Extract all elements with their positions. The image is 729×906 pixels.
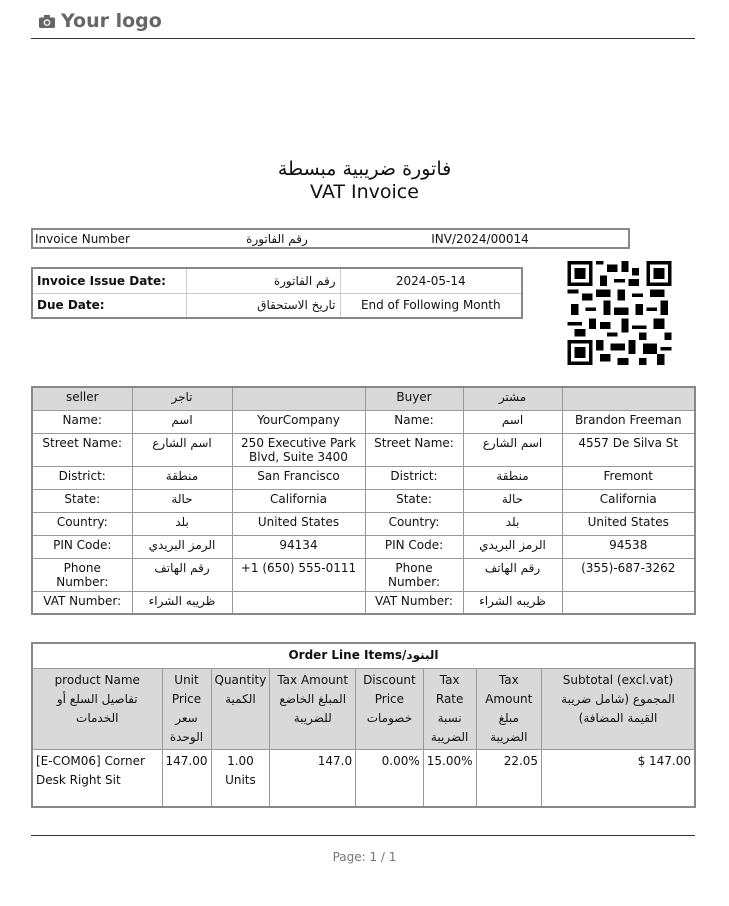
buyer-value: Fremont (562, 466, 695, 489)
party-row (32, 591, 695, 614)
buyer-value: California (562, 489, 695, 512)
seller-value: YourCompany (232, 410, 365, 433)
buyer-header-blank (562, 387, 695, 410)
party-label: VAT Number: (32, 591, 132, 614)
buyer-label: Phone Number: (365, 558, 463, 591)
buyer-label-ar: بلد (463, 512, 562, 535)
due-date-label-ar: تاريخ الاستحقاق (186, 293, 340, 318)
party-label: State: (32, 489, 132, 512)
title-english: VAT Invoice (310, 181, 419, 203)
company-logo (39, 10, 162, 32)
order-lines-table (31, 642, 696, 808)
party-label: PIN Code: (32, 535, 132, 558)
party-row (32, 558, 695, 591)
buyer-label: Name: (365, 410, 463, 433)
buyer-label-ar: اسم الشارع (463, 433, 562, 466)
seller-value: +1 (650) 555-0111 (232, 558, 365, 591)
party-row (32, 512, 695, 535)
seller-value: California (232, 489, 365, 512)
seller-value: United States (232, 512, 365, 535)
col-discount: Discount Price خصومات (356, 668, 424, 749)
seller-header-blank (232, 387, 365, 410)
buyer-value: 94538 (562, 535, 695, 558)
col-unit-price: Unit Price سعر الوحدة (162, 668, 211, 749)
qr-code (567, 261, 672, 365)
dates-table (31, 267, 523, 319)
party-label: District: (32, 466, 132, 489)
party-row (32, 535, 695, 558)
buyer-value: Brandon Freeman (562, 410, 695, 433)
buyer-label-ar: اسم (463, 410, 562, 433)
invoice-number-label-ar: رقم الفاتورة (246, 231, 308, 246)
title-arabic: فاتورة ضريبية مبسطة (277, 158, 452, 180)
line-unit-price: 147.00 (162, 749, 211, 807)
party-row (32, 466, 695, 489)
buyer-header-ar: مشتر (463, 387, 562, 410)
party-row (32, 489, 695, 512)
due-date-value: End of Following Month (340, 293, 522, 318)
table-row (32, 749, 695, 807)
buyer-label-ar: الرمز البريدي (463, 535, 562, 558)
buyer-value: (355)-687-3262 (562, 558, 695, 591)
buyer-label: PIN Code: (365, 535, 463, 558)
issue-date-label: Invoice Issue Date: (32, 268, 186, 293)
invoice-number-value: INV/2024/00014 (431, 231, 529, 246)
page-number: Page: 1 / 1 (332, 850, 397, 864)
invoice-number-box (31, 228, 630, 249)
party-label-ar: حالة (132, 489, 232, 512)
party-label: Name: (32, 410, 132, 433)
party-label-ar: رقم الهاتف (132, 558, 232, 591)
line-subtotal: $ 147.00 (542, 749, 695, 807)
party-row (32, 410, 695, 433)
buyer-label: Street Name: (365, 433, 463, 466)
issue-date-value: 2024-05-14 (340, 268, 522, 293)
party-label: Street Name: (32, 433, 132, 466)
col-quantity: Quantity الكمية (211, 668, 270, 749)
buyer-label-ar: رقم الهاتف (463, 558, 562, 591)
col-subtotal: Subtotal (excl.vat) المجموع (شامل ضريبة القيمة المضافة) (542, 668, 695, 749)
seller-buyer-table (31, 386, 696, 615)
seller-header-ar: تاجر (132, 387, 232, 410)
seller-value: San Francisco (232, 466, 365, 489)
party-label-ar: بلد (132, 512, 232, 535)
order-lines-caption: Order Line Items/البنود (32, 643, 695, 668)
buyer-header: Buyer (365, 387, 463, 410)
party-row (32, 433, 695, 466)
seller-value: 94134 (232, 535, 365, 558)
invoice-number-label: Invoice Number (35, 231, 130, 246)
party-label-ar: منطقة (132, 466, 232, 489)
buyer-label: Country: (365, 512, 463, 535)
buyer-label-ar: حالة (463, 489, 562, 512)
line-tax-amount: 22.05 (476, 749, 542, 807)
line-taxable: 147.0 (270, 749, 356, 807)
buyer-label-ar: ظريبه الشراء (463, 591, 562, 614)
buyer-value: 4557 De Silva St (562, 433, 695, 466)
logo-text: Your logo (61, 10, 162, 32)
buyer-label-ar: منطقة (463, 466, 562, 489)
seller-value: 250 Executive Park Blvd, Suite 3400 (232, 433, 365, 466)
col-taxable-amount: Tax Amount المبلغ الخاضع للضريبة (270, 668, 356, 749)
party-label-ar: ظريبه الشراء (132, 591, 232, 614)
seller-header: seller (32, 387, 132, 410)
col-tax-amount: Tax Amount مبلغ الضريبة (476, 668, 542, 749)
buyer-label: VAT Number: (365, 591, 463, 614)
buyer-label: District: (365, 466, 463, 489)
due-date-label: Due Date: (32, 293, 186, 318)
footer-divider (31, 835, 695, 836)
seller-value (232, 591, 365, 614)
page-header (31, 6, 695, 39)
camera-icon (39, 15, 55, 28)
line-quantity: 1.00 Units (211, 749, 270, 807)
col-tax-rate: Tax Rate نسبة الضريبة (423, 668, 476, 749)
line-product: [E-COM06] Corner Desk Right Sit (32, 749, 162, 807)
line-discount: 0.00% (356, 749, 424, 807)
issue-date-label-ar: رقم الفاتورة (186, 268, 340, 293)
buyer-value (562, 591, 695, 614)
party-label-ar: اسم الشارع (132, 433, 232, 466)
buyer-value: United States (562, 512, 695, 535)
col-product: product Name تفاصيل السلع أو الخدمات (32, 668, 162, 749)
line-tax-rate: 15.00% (423, 749, 476, 807)
party-label-ar: الرمز البريدي (132, 535, 232, 558)
party-label: Country: (32, 512, 132, 535)
buyer-label: State: (365, 489, 463, 512)
party-label: Phone Number: (32, 558, 132, 591)
party-label-ar: اسم (132, 410, 232, 433)
